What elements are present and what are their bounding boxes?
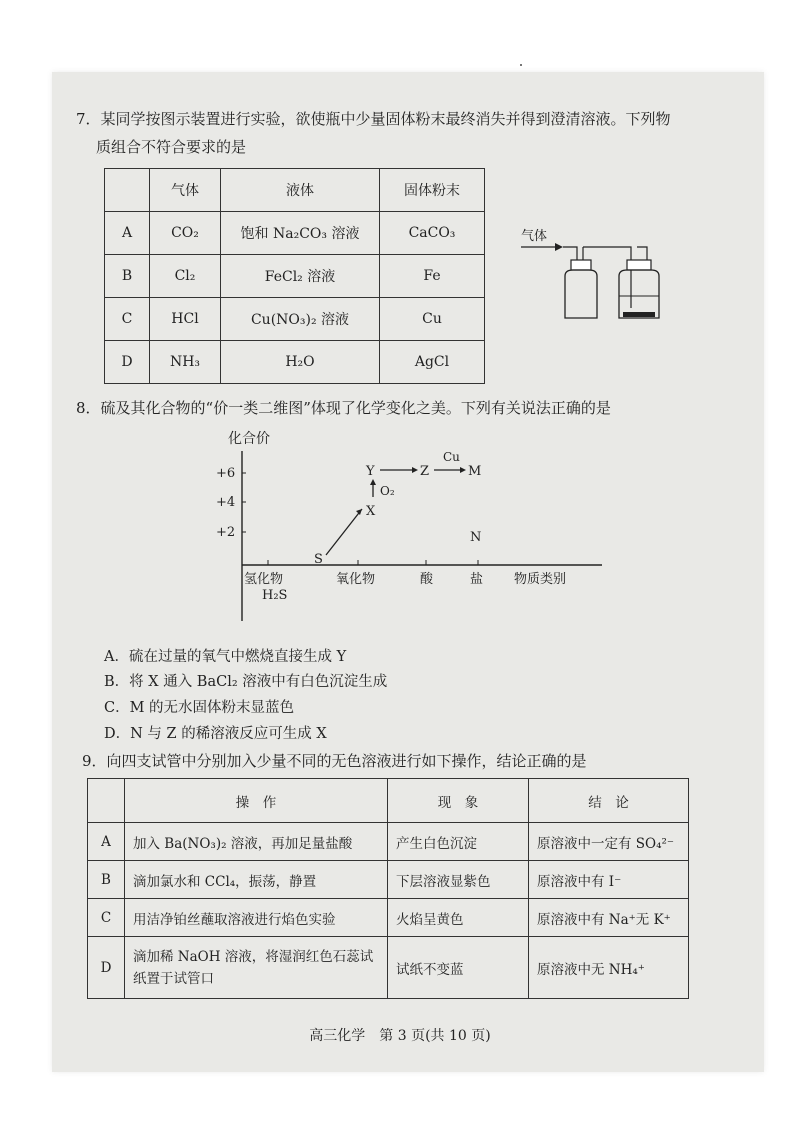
- q7-header-cell: 液体: [221, 169, 380, 212]
- table-cell: D: [88, 937, 125, 999]
- q8-option-d: D．N 与 Z 的稀溶液反应可生成 X: [104, 726, 327, 742]
- point-label-n: N: [470, 530, 482, 545]
- point-label-h2s: H₂S: [262, 588, 288, 603]
- point-label-m: M: [468, 464, 482, 479]
- y-tick-label: +2: [216, 525, 236, 540]
- table-cell: Cl₂: [150, 255, 221, 298]
- table-cell: CO₂: [150, 212, 221, 255]
- q9-stem: 9．向四支试管中分别加入少量不同的无色溶液进行如下操作，结论正确的是: [82, 752, 587, 770]
- x-category-label: 氧化物: [336, 572, 376, 587]
- arrowhead: [356, 509, 362, 515]
- table-cell: 用洁净铂丝蘸取溶液进行焰色实验: [125, 899, 388, 937]
- page-footer: 高三化学 第 3 页(共 10 页): [309, 1028, 491, 1044]
- bottle: [619, 270, 659, 318]
- table-cell: C: [105, 298, 150, 341]
- table-cell: 滴加氯水和 CCl₄，振荡，静置: [125, 861, 388, 899]
- table-cell: A: [105, 212, 150, 255]
- table-cell: 产生白色沉淀: [388, 823, 529, 861]
- table-cell: NH₃: [150, 341, 221, 384]
- q9-header-cell: 现 象: [388, 779, 529, 823]
- q8-option-a: A．硫在过量的氧气中燃烧直接生成 Y: [104, 649, 347, 665]
- y-axis-label: 化合价: [228, 431, 270, 447]
- stopper: [627, 260, 651, 270]
- q9-header-cell: 操 作: [125, 779, 388, 823]
- q7-table: [104, 168, 485, 384]
- table-cell: CaCO₃: [380, 212, 485, 255]
- point-label-s: S: [314, 552, 323, 567]
- point-label-z: Z: [420, 464, 430, 479]
- table-cell: Fe: [380, 255, 485, 298]
- arrowhead: [412, 467, 418, 473]
- reagent-cu: Cu: [443, 450, 460, 464]
- point-label-y: Y: [366, 464, 375, 479]
- solid-powder: [623, 312, 655, 317]
- table-cell: 滴加稀 NaOH 溶液，将湿润红色石蕊试纸置于试管口: [125, 937, 388, 999]
- pipe: [583, 247, 631, 308]
- table-row: [105, 341, 485, 384]
- table-cell: Cu: [380, 298, 485, 341]
- table-row: [105, 298, 485, 341]
- arrowhead: [370, 479, 376, 485]
- q7-stem-line2: 质组合不符合要求的是: [96, 138, 247, 156]
- table-cell: B: [88, 861, 125, 899]
- q8-option-c: C．M 的无水固体粉末显蓝色: [104, 700, 295, 716]
- point-label-x: X: [366, 504, 376, 519]
- table-cell: 原溶液中有 Na⁺无 K⁺: [529, 899, 689, 937]
- q8-option-b: B．将 X 通入 BaCl₂ 溶液中有白色沉淀生成: [104, 674, 388, 690]
- table-cell: 原溶液中无 NH₄⁺: [529, 937, 689, 999]
- y-tick-label: +6: [216, 466, 236, 481]
- table-cell: B: [105, 255, 150, 298]
- q7-header-cell: 气体: [150, 169, 221, 212]
- x-category-label: 酸: [420, 572, 434, 587]
- table-cell: 火焰呈黄色: [388, 899, 529, 937]
- reagent-o2: O₂: [380, 484, 395, 498]
- table-cell: AgCl: [380, 341, 485, 384]
- table-cell: 原溶液中有 I⁻: [529, 861, 689, 899]
- q9-table: [87, 778, 689, 999]
- table-cell: 下层溶液显紫色: [388, 861, 529, 899]
- table-row: [88, 937, 689, 999]
- table-row: [88, 823, 689, 861]
- table-cell: FeCl₂ 溶液: [221, 255, 380, 298]
- q7-header-cell: 固体粉末: [380, 169, 485, 212]
- apparatus-gas-label: 气体: [521, 229, 548, 244]
- q7-header-cell: [105, 169, 150, 212]
- table-row: [105, 255, 485, 298]
- stopper: [571, 260, 591, 270]
- x-category-label: 盐: [470, 572, 484, 587]
- table-cell: A: [88, 823, 125, 861]
- table-cell: C: [88, 899, 125, 937]
- table-cell: HCl: [150, 298, 221, 341]
- arrowhead: [460, 467, 466, 473]
- gas-bottle-apparatus: [515, 220, 675, 330]
- speck: [520, 64, 522, 66]
- table-cell: Cu(NO₃)₂ 溶液: [221, 298, 380, 341]
- x-category-label: 氢化物: [244, 572, 284, 587]
- q7-table-header: [105, 169, 485, 212]
- inlet-arrowhead: [555, 243, 563, 251]
- table-cell: 加入 Ba(NO₃)₂ 溶液，再加足量盐酸: [125, 823, 388, 861]
- table-row: [105, 212, 485, 255]
- table-cell: 原溶液中一定有 SO₄²⁻: [529, 823, 689, 861]
- table-cell: H₂O: [221, 341, 380, 384]
- s-to-x-arrow: [326, 509, 362, 555]
- bottle: [565, 270, 597, 318]
- table-cell: D: [105, 341, 150, 384]
- q9-header-cell: 结 论: [529, 779, 689, 823]
- valence-category-chart: [210, 425, 610, 625]
- y-tick-label: +4: [216, 495, 236, 510]
- table-row: [88, 899, 689, 937]
- table-row: [88, 861, 689, 899]
- table-cell: 饱和 Na₂CO₃ 溶液: [221, 212, 380, 255]
- q9-table-header: [88, 779, 689, 823]
- table-cell: 试纸不变蓝: [388, 937, 529, 999]
- q8-stem: 8．硫及其化合物的“价一类二维图”体现了化学变化之美。下列有关说法正确的是: [76, 399, 611, 417]
- q9-header-cell: [88, 779, 125, 823]
- x-axis-label: 物质类别: [514, 572, 567, 587]
- q7-stem-line1: 7．某同学按图示装置进行实验，欲使瓶中少量固体粉末最终消失并得到澄清溶液。下列物: [76, 110, 671, 128]
